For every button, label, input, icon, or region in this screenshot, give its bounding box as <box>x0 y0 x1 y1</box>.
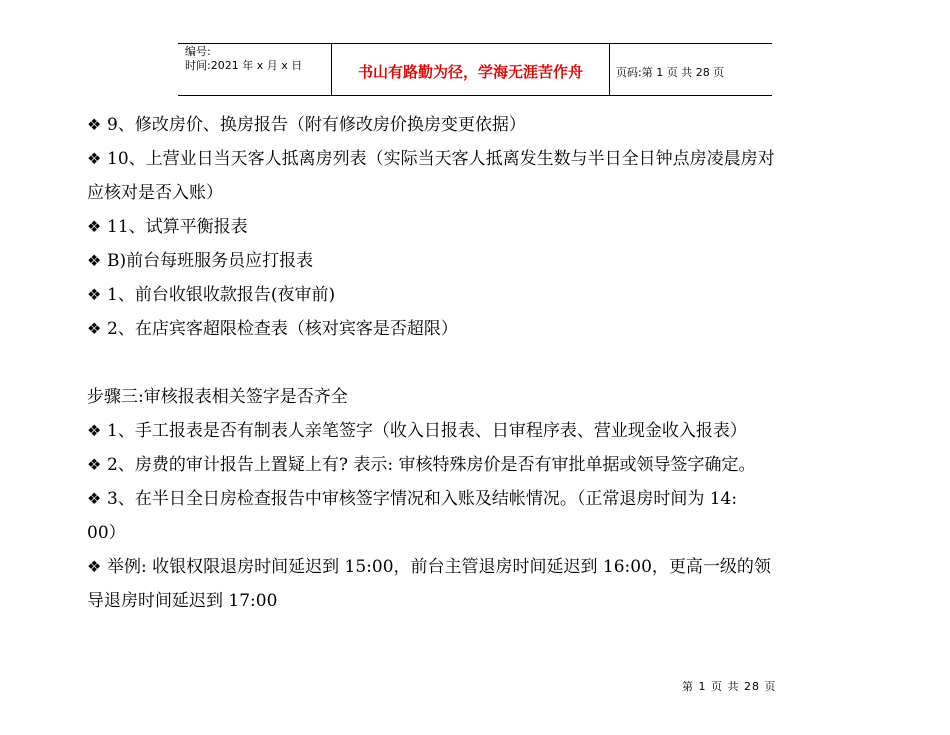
line-text: 1、前台收银收款报告(夜审前) <box>107 285 336 305</box>
list-item <box>87 142 877 176</box>
line-text: B)前台每班服务员应打报表 <box>107 251 314 271</box>
list-item <box>87 278 877 312</box>
line-text: 2、在店宾客超限检查表（核对宾客是否超限） <box>107 319 458 339</box>
list-item <box>87 448 877 482</box>
number-label: 编号: <box>185 45 211 58</box>
diamond-bullet-icon: ❖ <box>87 149 102 168</box>
time-label: 时间:2021 年 x 月 x 日 <box>185 59 303 72</box>
list-item-continuation <box>87 516 877 550</box>
diamond-bullet-icon: ❖ <box>87 217 102 236</box>
line-text: 11、试算平衡报表 <box>107 217 248 237</box>
section-heading <box>87 380 877 414</box>
diamond-bullet-icon: ❖ <box>87 115 102 134</box>
heading-text: 步骤三:审核报表相关签字是否齐全 <box>87 387 348 407</box>
list-item-continuation <box>87 584 877 618</box>
header-motto: 书山有路勤为径，学海无涯苦作舟 <box>332 44 610 95</box>
list-item <box>87 312 877 346</box>
line-text: 00） <box>87 523 126 543</box>
diamond-bullet-icon: ❖ <box>87 421 102 440</box>
document-body <box>87 108 877 618</box>
line-text: 应核对是否入账） <box>87 183 223 203</box>
diamond-bullet-icon: ❖ <box>87 489 102 508</box>
page-footer: 第 1 页 共 28 页 <box>682 680 777 693</box>
blank-line <box>87 346 877 380</box>
line-text: 3、在半日全日房检查报告中审核签字情况和入账及结帐情况。（正常退房时间为 14: <box>107 489 738 509</box>
diamond-bullet-icon: ❖ <box>87 455 102 474</box>
diamond-bullet-icon: ❖ <box>87 557 102 576</box>
line-text: 9、修改房价、换房报告（附有修改房价换房变更依据） <box>107 115 526 135</box>
page-header <box>178 43 772 96</box>
header-page-info: 页码:第 1 页 共 28 页 <box>616 65 725 79</box>
list-item-continuation <box>87 176 877 210</box>
line-text: 1、手工报表是否有制表人亲笔签字（收入日报表、日审程序表、营业现金收入报表） <box>107 421 747 441</box>
diamond-bullet-icon: ❖ <box>87 319 102 338</box>
list-item <box>87 108 877 142</box>
line-text: 举例: 收银权限退房时间延迟到 15:00，前台主管退房时间延迟到 16:00，更高一级的领 <box>107 557 771 577</box>
list-item <box>87 414 877 448</box>
list-item <box>87 550 877 584</box>
list-item <box>87 482 877 516</box>
list-item <box>87 244 877 278</box>
diamond-bullet-icon: ❖ <box>87 251 102 270</box>
diamond-bullet-icon: ❖ <box>87 285 102 304</box>
line-text: 2、房费的审计报告上置疑上有? 表示: 审核特殊房价是否有审批单据或领导签字确定。 <box>107 455 756 475</box>
line-text: 10、上营业日当天客人抵离房列表（实际当天客人抵离发生数与半日全日钟点房凌晨房对 <box>107 149 775 169</box>
line-text: 导退房时间延迟到 17:00 <box>87 591 278 611</box>
header-meta <box>178 44 332 95</box>
list-item <box>87 210 877 244</box>
